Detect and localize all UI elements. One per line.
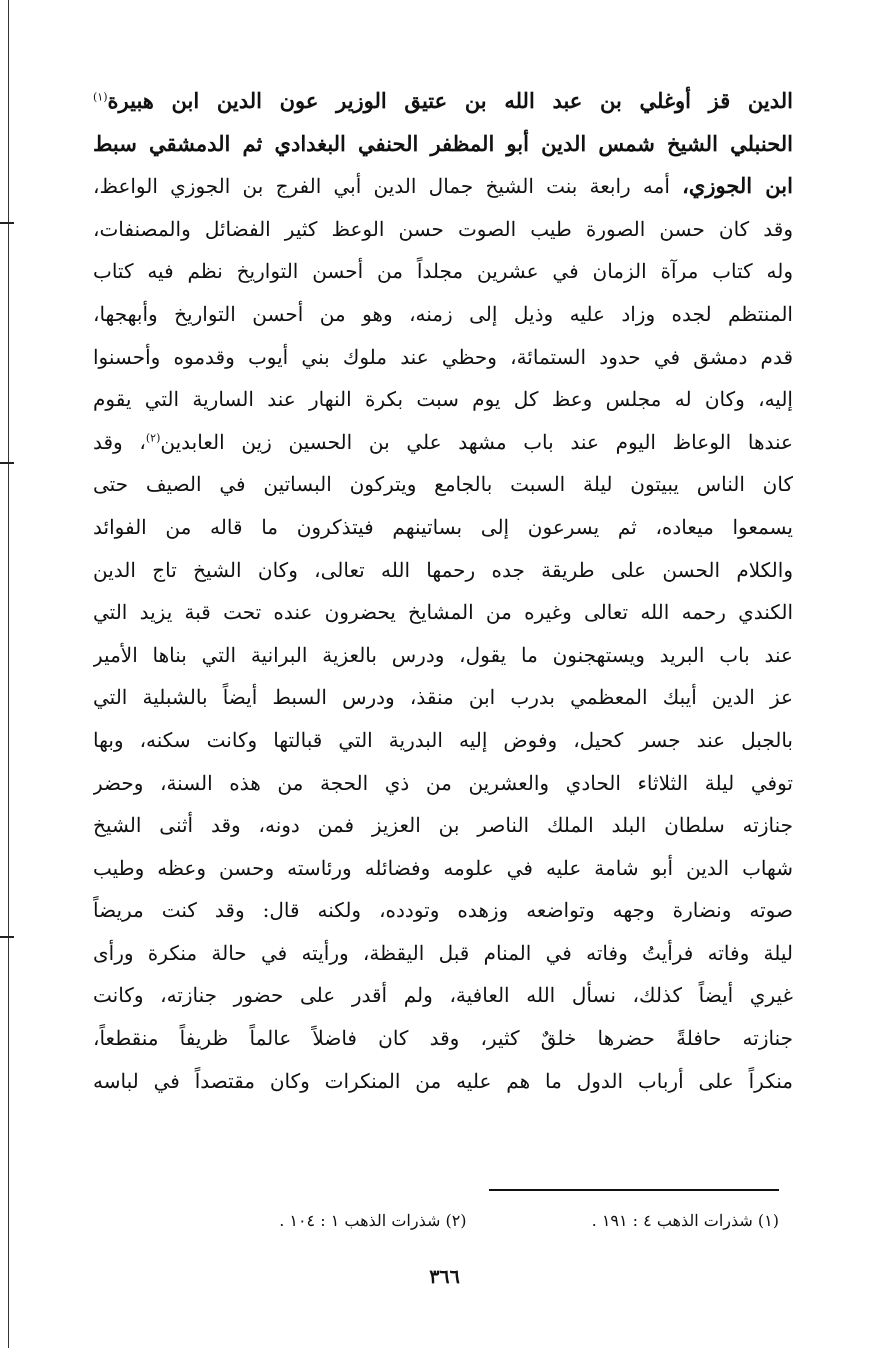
text-line	[93, 165, 793, 208]
page-number: ٣٦٦	[429, 1266, 460, 1288]
text-line: المنتظم لجده وزاد عليه وذيل إلى زمنه، وهو من أحسن التواريخ وأبهجها،	[93, 301, 793, 326]
text-line: منكراً على أرباب الدول ما هم عليه من المنكرات وكان مقتصداً في لباسه	[93, 1068, 793, 1093]
text-line: عز الدين أيبك المعظمي بدرب ابن منقذ، ودرس السبط أيضاً بالشبلية التي	[93, 685, 793, 710]
body-text: عندها الوعاظ اليوم عند باب مشهد علي بن الحسين زين العابدين	[160, 429, 793, 454]
text-line: غيري أيضاً كذلك، نسأل الله العافية، ولم أقدر على حضور جنازته، وكانت	[93, 983, 793, 1008]
footnote-1: (١) شذرات الذهب ٤ : ١٩١ .	[591, 1211, 779, 1230]
text-line: جنازته حافلةً حضرها خلقٌ كثير، وقد كان فاضلاً عالماً ظريفاً منقطعاً،	[93, 1026, 793, 1051]
text-line	[93, 80, 793, 123]
text-line: وله كتاب مرآة الزمان في عشرين مجلداً من أحسن التواريخ نظم فيه كتاب	[93, 259, 793, 284]
text-line: قدم دمشق في حدود الستمائة، وحظي عند ملوك بني أيوب وقدموه وأحسنوا	[93, 344, 793, 369]
footnote-ref: (١)	[93, 90, 108, 104]
text-line: شهاب الدين أبو شامة عليه في علومه وفضائله ورئاسته وحسن وعظه وطيب	[93, 855, 793, 880]
footnote-ref: (٢)	[145, 431, 161, 445]
text-line: كان الناس يبيتون ليلة السبت بالجامع ويتركون البساتين في الصيف حتى	[93, 472, 793, 497]
text-line	[93, 123, 793, 166]
footnote-2: (٢) شذرات الذهب ١ : ١٠٤ .	[279, 1211, 467, 1230]
page-edge	[8, 0, 9, 1348]
text-line: يسمعوا ميعاده، ثم يسرعون إلى بساتينهم فيتذكرون ما قاله من الفوائد	[93, 514, 793, 539]
text-line: ليلة وفاته فرأيتُ وفاته في المنام قبل اليقظة، ورأيته في حالة منكرة ورأى	[93, 940, 793, 965]
body-text: أمه رابعة بنت الشيخ جمال الدين أبي الفرج بن الجوزي الواعظ،	[93, 174, 683, 199]
main-text	[93, 80, 793, 1102]
margin-tick	[0, 222, 14, 224]
text-line: الكندي رحمه الله تعالى وغيره من المشايخ يحضرون عنده تحت قبة يزيد التي	[93, 600, 793, 625]
margin-tick	[0, 462, 14, 464]
text-line: إليه، وكان له مجلس وعظ كل يوم سبت بكرة النهار عند السارية التي يقوم	[93, 387, 793, 412]
text-line	[93, 421, 793, 464]
text-line: بالجبل عند جسر كحيل، وفوض إليه البدرية التي قبالتها وكانت سكنه، وبها	[93, 727, 793, 752]
text-line: عند باب البريد ويستهجنون ما يقول، ودرس بالعزية البرانية التي بناها الأمير	[93, 642, 793, 667]
margin-tick	[0, 936, 14, 938]
heading-text: الدين قز أوغلي بن عبد الله بن عتيق الوزير عون الدين ابن هبيرة	[107, 88, 793, 113]
text-line: والكلام الحسن على طريقة جده رحمها الله تعالى، وكان الشيخ تاج الدين	[93, 557, 793, 582]
body-text: ، وقد	[93, 429, 146, 454]
text-line: وقد كان حسن الصورة طيب الصوت حسن الوعظ كثير الفضائل والمصنفات،	[93, 216, 793, 241]
footnote-divider	[489, 1189, 779, 1191]
footnotes	[189, 1208, 779, 1234]
text-line: توفي ليلة الثلاثاء الحادي والعشرين من ذي الحجة من هذه السنة، وحضر	[93, 770, 793, 795]
text-line: جنازته سلطان البلد الملك الناصر بن العزيز فمن دونه، وقد أثنى الشيخ	[93, 813, 793, 838]
text-line: صوته ونضارة وجهه وتواضعه وزهده وتودده، ولكنه قال: وقد كنت مريضاً	[93, 898, 793, 923]
heading-text: ابن الجوزي،	[682, 173, 793, 199]
heading-text: الحنبلي الشيخ شمس الدين أبو المظفر الحنفي البغدادي ثم الدمشقي سبط	[93, 130, 793, 156]
